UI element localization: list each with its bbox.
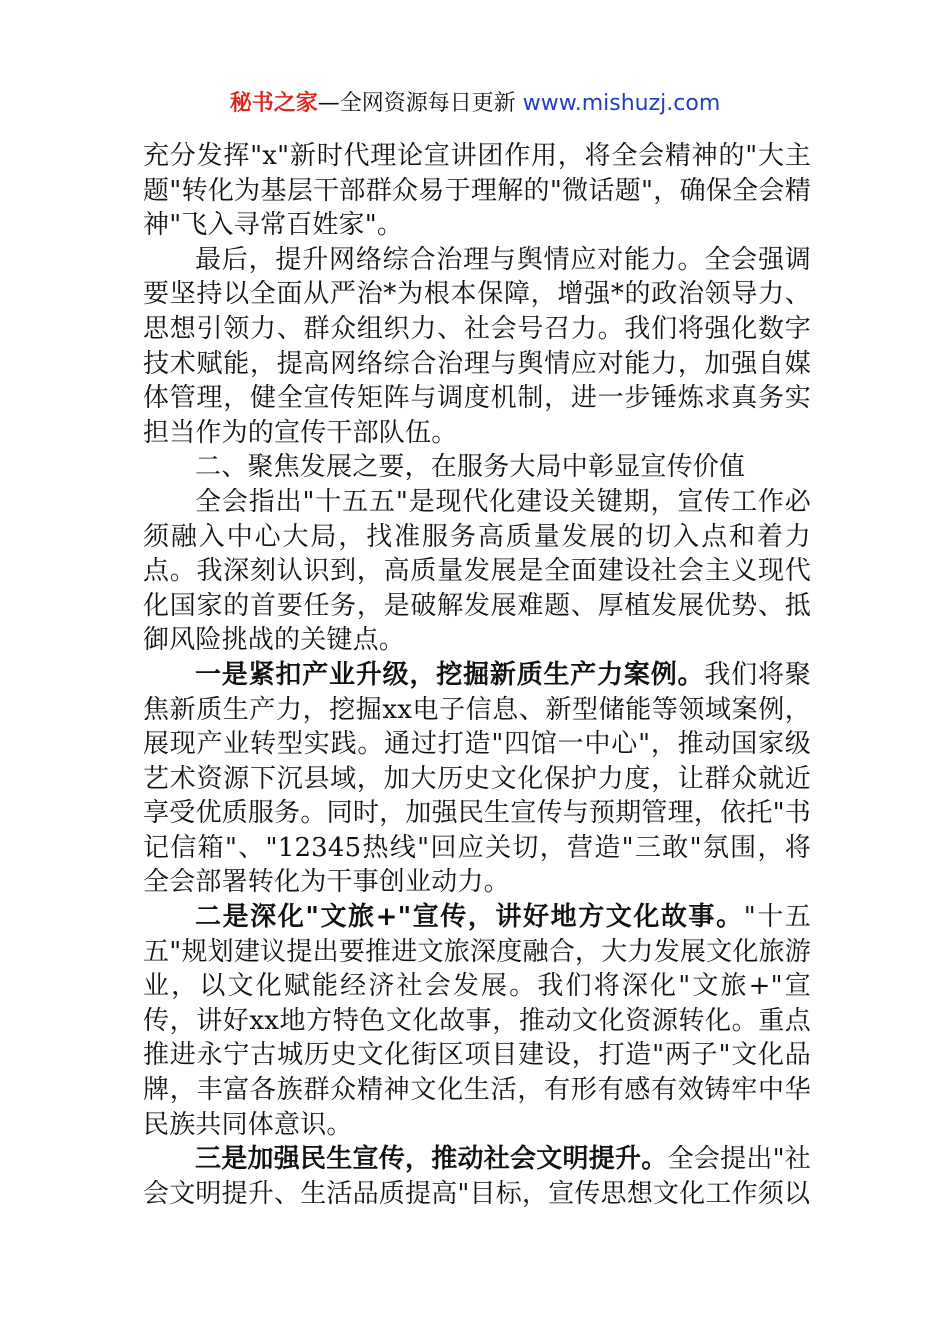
paragraph-5: [143, 658, 811, 900]
paragraph-text: "十五五"规划建议提出要推进文旅深度融合，大力发展文化旅游业，以文化赋能经济社会发展。我们将深化"文旅+"宣传，讲好xx地方特色文化故事，推动文化资源转化。重点推进永宁古城历史文化街区项目建设，打造"两子"文化品牌，丰富各族群众精神文化生活，有形有感有效铸牢中华民族共同体意识。: [143, 902, 812, 1140]
paragraph-1: [143, 139, 811, 243]
paragraph-4: [143, 485, 811, 658]
paragraph-lead: 二是深化"文旅+"宣传，讲好地方文化故事。: [195, 902, 744, 933]
site-brand: 秘书之家: [229, 91, 318, 116]
paragraph-text: 最后，提升网络综合治理与舆情应对能力。全会强调要坚持以全面从严治*为根本保障，增强*的政治领导力、思想引领力、群众组织力、社会号召力。我们将强化数字技术赋能，提高网络综合治理与舆情应对能力，加强自媒体管理，健全宣传矩阵与调度机制，进一步锤炼求真务实担当作为的宣传干部队伍。: [143, 244, 811, 448]
paragraph-2: [143, 243, 811, 451]
paragraph-text: 全会指出"十五五"是现代化建设关键期，宣传工作必须融入中心大局，找准服务高质量发展的切入点和着力点。我深刻认识到，高质量发展是全面建设社会主义现代化国家的首要任务，是破解发展难题、厚植发展优势、抵御风险挑战的关键点。: [143, 486, 811, 656]
site-tagline: —全网资源每日更新: [317, 91, 523, 116]
site-url-link[interactable]: www.mishuzj.com: [522, 91, 721, 116]
paragraph-text: 我们将聚焦新质生产力，挖掘xx电子信息、新型储能等领域案例，展现产业转型实践。通过打造"四馆一中心"，推动国家级艺术资源下沉县域，加大历史文化保护力度，让群众就近享受优质服务。同时，加强民生宣传与预期管理，依托"书记信箱"、"12345热线"回应关切，营造"三敢"氛围，将全会部署转化为干事创业动力。: [143, 659, 811, 898]
section-heading: [143, 450, 811, 485]
paragraph-text: 全会提出"社会文明提升、生活品质提高"目标，宣传思想文化工作须以: [143, 1144, 811, 1209]
site-header: [0, 88, 950, 120]
section-heading-text: 二、聚焦发展之要，在服务大局中彰显宣传价值: [195, 452, 746, 483]
paragraph-7: [143, 1142, 811, 1211]
paragraph-lead: 一是紧扣产业升级，挖掘新质生产力案例。: [195, 659, 705, 690]
paragraph-6: [143, 900, 811, 1142]
document-body: [143, 139, 811, 1211]
paragraph-text: 充分发挥"x"新时代理论宣讲团作用，将全会精神的"大主题"转化为基层干部群众易于理解的"微话题"，确保全会精神"飞入寻常百姓家"。: [143, 141, 811, 241]
paragraph-lead: 三是加强民生宣传，推动社会文明提升。: [195, 1144, 668, 1175]
